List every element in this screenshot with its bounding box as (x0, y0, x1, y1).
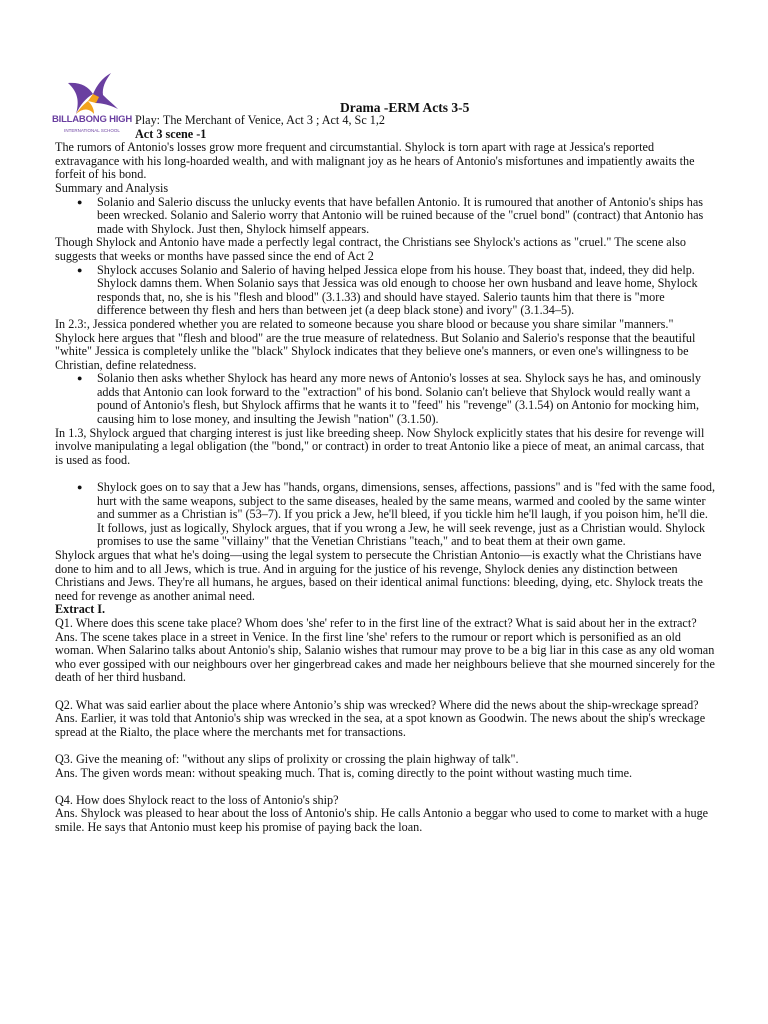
answer: Ans. Earlier, it was told that Antonio's ship was wrecked in the sea, at a spot known as Goodwin. The news about the ship's wreckage spread at the Rialto, the place where the merchants met for transactions. (55, 711, 706, 739)
bullet-item: ● Solanio then asks whether Shylock has heard any more news of Antonio's losses at sea. Shylock says he has, and ominously adds that Antonio can look forward to the "extraction" of his bond. Solanio can't believe that Shylock would really want a pound of Antonio's flesh, but Shylock affirms that he wants it to "feed" his "revenge" (3.1.54) on Antonio for mocking him, causing him to lose money, and insulting the Jewish "nation" (3.1.50). (97, 372, 715, 426)
answer: Ans. The given words mean: without speaking much. That is, coming directly to the point without wasting much time. (55, 765, 633, 780)
analysis-paragraph: In 2.3:, Jessica pondered whether you are related to someone because you share blood or because you share similar "manners." Shylock here argues that "flesh and blood" are the true measure of relatedness. But Solanio and Salerio's response that the beautiful "white" Jessica is completely unlike the "black" Shylock indicates that they believe one's manners, or even one's willingness to be Christian, define relatedness. (55, 316, 696, 372)
question: Q3. Give the meaning of: "without any slips of prolixity or crossing the plain highway of talk". (55, 751, 519, 766)
bullet-list-4 (55, 481, 715, 549)
logo-school-name: BILLABONG HIGH (51, 114, 133, 125)
question: Q4. How does Shylock react to the loss of Antonio's ship? (55, 792, 339, 807)
bullet-item: ● Solanio and Salerio discuss the unlucky events that have befallen Antonio. It is rumoured that another of Antonio's ships has been wrecked. Solanio and Salerio worry that Antonio will be ruined because of the "cruel bond" (contract) that Antonio has made with Shylock. Just then, Shylock himself appears. (97, 196, 715, 237)
question: Q1. Where does this scene take place? Whom does 'she' refer to in the first line of the extract? What is said about her in the extract? (55, 615, 697, 630)
extract-heading: Extract I. (55, 602, 106, 617)
scene-title: Act 3 scene -1 (135, 126, 207, 141)
star-logo-icon (66, 73, 118, 115)
document-body (55, 114, 715, 834)
analysis-paragraph: Though Shylock and Antonio have made a perfectly legal contract, the Christians see Shylock's actions as "cruel." The scene also suggests that weeks or months have passed since the end of Act 2 (55, 235, 686, 263)
answer: Ans. The scene takes place in a street in Venice. In the first line 'she' refers to the rumour or report which is personified as an old woman. When Salarino talks about Antonio's ship, Salanio wishes that rumour may prove to be a big liar in this case as any old woman who ever gossiped with our neighbours over her gingerbread cakes and made her neighbours believe that she mourned sincerely for the death of her third husband. (55, 629, 715, 685)
question: Q2. What was said earlier about the place where Antonio’s ship was wrecked? Where did the news about the ship-wreckage spread? (55, 697, 699, 712)
logo-school-subtitle: INTERNATIONAL SCHOOL (64, 128, 120, 133)
bullet-list-2 (55, 264, 715, 318)
bullet-item: ● Shylock accuses Solanio and Salerio of having helped Jessica elope from his house. They boast that, indeed, they did help. Shylock damns them. When Solanio says that Jessica was old enough to choose her own husband and leave home, Shylock responds that, no, she is his "flesh and blood" (3.1.33) and should have stayed. Salerio taunts him that there is "more difference between thy flesh and hers than between jet (a deep black stone) and ivory" (3.1.34–5). (97, 264, 715, 318)
summary-heading: Summary and Analysis (55, 180, 169, 195)
document-title: Drama -ERM Acts 3-5 (340, 100, 470, 115)
bullet-list-3 (55, 372, 715, 426)
answer: Ans. Shylock was pleased to hear about the loss of Antonio's ship. He calls Antonio a beggar who used to come to market with a huge smile. He says that Antonio must keep his promise of paying back the loan. (55, 806, 709, 834)
bullet-item: ● Shylock goes on to say that a Jew has "hands, organs, dimensions, senses, affections, passions" and is "fed with the same food, hurt with the same weapons, subject to the same diseases, healed by the same means, warmed and cooled by the same winter and summer as a Christian is" (53–7). If you prick a Jew, he'll bleed, if you tickle him he'll laugh, if you poison him, he'll die. It follows, just as logically, Shylock argues, that if you wrong a Jew, he will seek revenge, just as a Christian would. Shylock promises to use the same "villainy" that the Venetian Christians "teach," and to beat them at their own game. (97, 481, 715, 549)
spacer (55, 739, 715, 753)
analysis-paragraph: In 1.3, Shylock argued that charging interest is just like breeding sheep. Now Shylock explicitly states that his desire for revenge will involve manipulating a legal obligation (the "bond," or contract) in order to treat Antonio like a piece of meat, an animal carcass, that is used as food. (55, 425, 705, 467)
analysis-paragraph: Shylock argues that what he's doing—using the legal system to persecute the Christian Antonio—is exactly what the Christians have done to him and to all Jews, which is true. And in arguing for the justice of his revenge, Shylock denies any distinction between Christians and Jews. They're all humans, he argues, based on their identical animal functions: bleeding, dying, etc. Shylock treats the need for revenge as another animal need. (55, 548, 703, 603)
spacer (55, 685, 715, 699)
play-line: Play: The Merchant of Venice, Act 3 ; Act 4, Sc 1,2 (135, 113, 386, 127)
spacer (55, 780, 715, 794)
spacer (55, 467, 715, 481)
intro-paragraph: The rumors of Antonio's losses grow more frequent and circumstantial. Shylock is torn apart with rage at Jessica's reported extravagance with his long-hoarded wealth, and with malignant joy as he hears of Antonio's misfortunes and impatiently awaits the forfeit of his bond. (55, 140, 695, 182)
bullet-list-1 (55, 196, 715, 237)
